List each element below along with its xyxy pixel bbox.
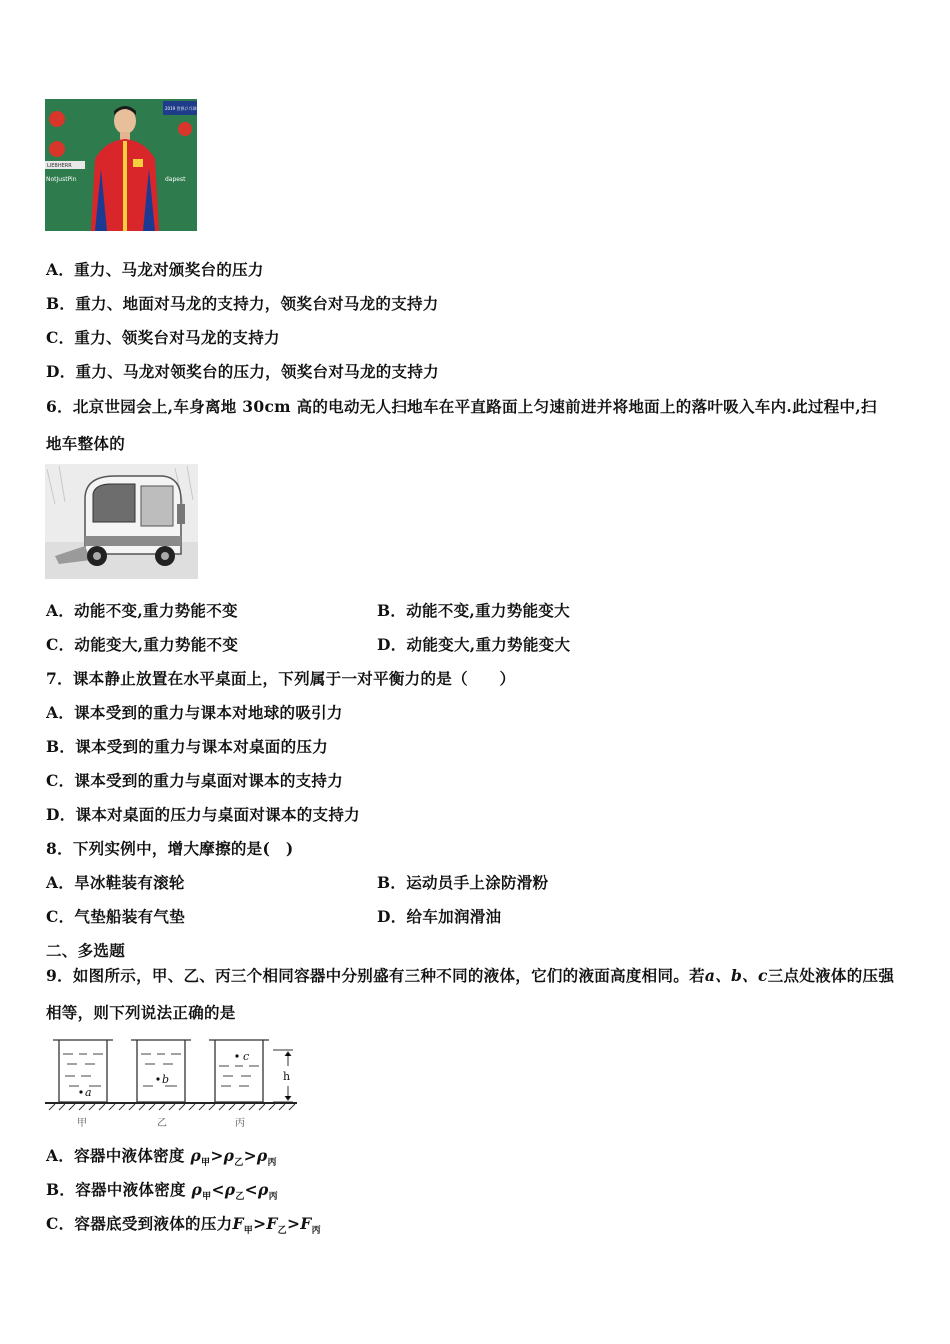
greater-than: > bbox=[210, 1146, 224, 1165]
photo-right-text: dapest bbox=[165, 176, 186, 183]
container-label-bing: 丙 bbox=[235, 1118, 245, 1129]
q8-option-c: C．气垫船装有气垫 bbox=[46, 907, 186, 926]
force-symbol: F bbox=[266, 1214, 278, 1233]
photo-sponsor-text: LIEBHERR bbox=[47, 163, 72, 169]
q6-option-a: A．动能不变,重力势能不变 bbox=[46, 601, 238, 620]
q6-stem-line2: 地车整体的 bbox=[46, 434, 126, 453]
sub-jia: 甲 bbox=[201, 1158, 211, 1168]
point-b-label: b bbox=[162, 1073, 170, 1086]
q9-stem-line2: 相等，则下列说法正确的是 bbox=[46, 1003, 236, 1022]
q9-stem-post: 三点处液体的压强 bbox=[767, 966, 895, 985]
q6-option-d: D．动能变大,重力势能变大 bbox=[377, 635, 571, 654]
q9-option-c-prefix: C．容器底受到液体的压力 bbox=[46, 1214, 233, 1233]
q8-option-d: D．给车加润滑油 bbox=[377, 907, 502, 926]
rho-symbol: ρ bbox=[257, 1180, 269, 1199]
container-label-jia: 甲 bbox=[77, 1118, 87, 1129]
point-a-label: a bbox=[85, 1086, 92, 1099]
q6-option-c: C．动能变大,重力势能不变 bbox=[46, 635, 239, 654]
greater-than: > bbox=[243, 1146, 257, 1165]
rho-symbol: ρ bbox=[224, 1180, 236, 1199]
q8-option-a: A．旱冰鞋装有滚轮 bbox=[46, 873, 185, 892]
photo-left-text: NotJustPin bbox=[46, 176, 77, 183]
rho-symbol: ρ bbox=[256, 1146, 268, 1165]
q9-option-c bbox=[46, 1214, 321, 1237]
q8-stem: 8．下列实例中，增大摩擦的是( ) bbox=[46, 839, 294, 858]
sub-bing: 丙 bbox=[267, 1158, 277, 1168]
greater-than: > bbox=[253, 1214, 267, 1233]
less-than: < bbox=[244, 1180, 258, 1199]
point-c-label: c bbox=[243, 1050, 250, 1063]
athlete-photo bbox=[45, 99, 209, 231]
q7-option-b: B．课本受到的重力与课本对桌面的压力 bbox=[46, 737, 329, 756]
point-c-marker bbox=[235, 1054, 238, 1057]
sub-bing: 丙 bbox=[311, 1226, 321, 1236]
container-label-yi: 乙 bbox=[157, 1118, 167, 1129]
q9-option-b bbox=[46, 1180, 278, 1203]
photo-banner-text: 2019 世界乒乓球锦标赛 bbox=[165, 106, 209, 111]
sub-bing: 丙 bbox=[268, 1192, 278, 1202]
q9-option-b-prefix: B．容器中液体密度 bbox=[46, 1180, 186, 1199]
q7-option-c: C．课本受到的重力与桌面对课本的支持力 bbox=[46, 771, 344, 790]
q9-stem-vars: a、b、c bbox=[704, 966, 768, 985]
q6-stem-line1: 6．北京世园会上,车身离地 30cm 高的电动无人扫地车在平直路面上匀速前进并将地面上的落叶吸入车内.此过程中,扫 bbox=[46, 397, 877, 416]
q5-option-b: B．重力、地面对马龙的支持力，领奖台对马龙的支持力 bbox=[46, 294, 439, 313]
sub-jia: 甲 bbox=[202, 1192, 212, 1202]
sub-jia: 甲 bbox=[243, 1226, 254, 1236]
rho-symbol: ρ bbox=[223, 1146, 235, 1165]
point-a-marker bbox=[79, 1090, 82, 1093]
q9-stem-line1 bbox=[46, 966, 894, 986]
q9-option-a-prefix: A．容器中液体密度 bbox=[46, 1146, 185, 1165]
q9-stem-pre: 9．如图所示，甲、乙、丙三个相同容器中分别盛有三种不同的液体，它们的液面高度相同。若 bbox=[46, 966, 705, 985]
rho-symbol: ρ bbox=[191, 1180, 203, 1199]
sub-yi: 乙 bbox=[277, 1226, 287, 1236]
q7-option-a: A．课本受到的重力与课本对地球的吸引力 bbox=[46, 703, 343, 722]
less-than: < bbox=[211, 1180, 225, 1199]
greater-than: > bbox=[286, 1214, 301, 1233]
containers-diagram bbox=[45, 1036, 301, 1132]
sub-yi: 乙 bbox=[235, 1192, 245, 1202]
q7-stem: 7．课本静止放置在水平桌面上，下列属于一对平衡力的是（ ） bbox=[46, 669, 516, 688]
rho-symbol: ρ bbox=[190, 1146, 202, 1165]
q6-option-b: B．动能不变,重力势能变大 bbox=[377, 601, 570, 620]
q9-option-a bbox=[46, 1146, 277, 1169]
q5-option-a: A．重力、马龙对颁奖台的压力 bbox=[46, 260, 264, 279]
section-heading: 二、多选题 bbox=[46, 941, 126, 960]
sweeper-vehicle-photo bbox=[45, 464, 198, 579]
sub-yi: 乙 bbox=[234, 1158, 244, 1168]
q8-option-b: B．运动员手上涂防滑粉 bbox=[377, 873, 549, 892]
q7-option-d: D．课本对桌面的压力与桌面对课本的支持力 bbox=[46, 805, 360, 824]
force-symbol: F bbox=[232, 1214, 244, 1233]
q5-option-c: C．重力、领奖台对马龙的支持力 bbox=[46, 328, 280, 347]
point-b-marker bbox=[156, 1077, 159, 1080]
force-symbol: F bbox=[300, 1214, 312, 1233]
q5-option-d: D．重力、马龙对领奖台的压力，领奖台对马龙的支持力 bbox=[46, 362, 439, 381]
height-label: h bbox=[283, 1070, 291, 1083]
